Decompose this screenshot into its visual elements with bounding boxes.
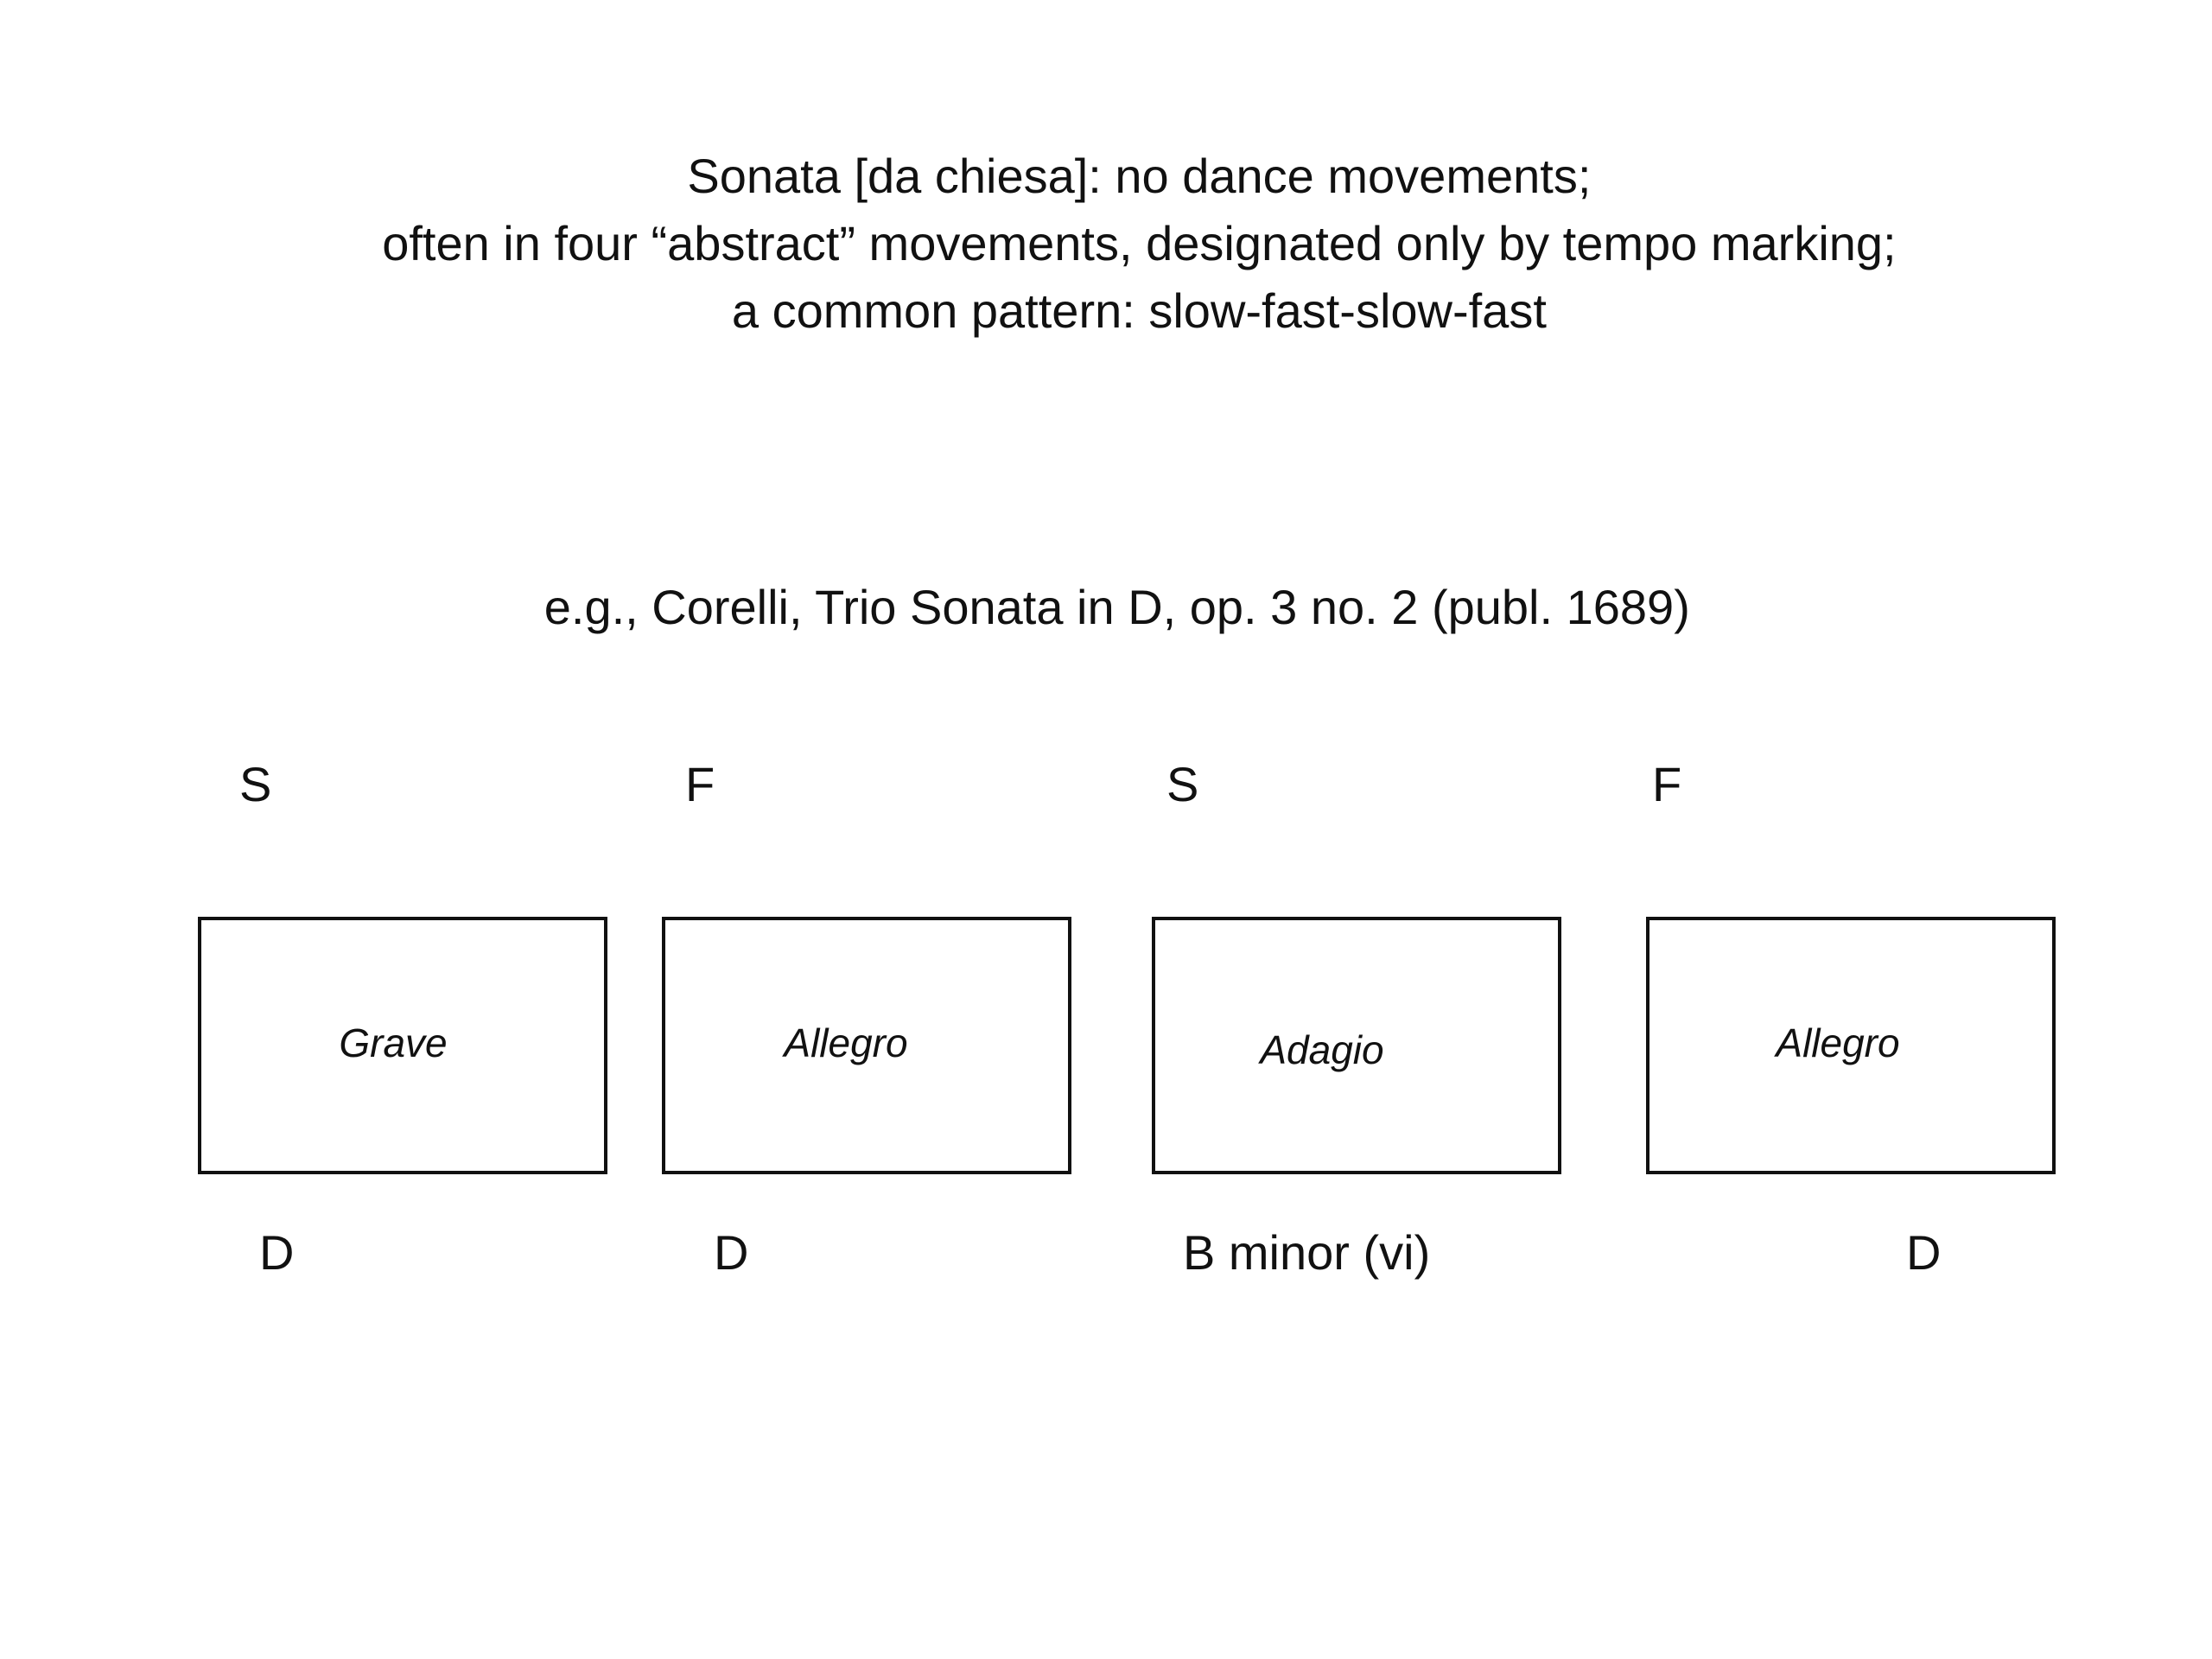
heading-line-1: Sonata [da chiesa]: no dance movements; bbox=[687, 149, 1592, 203]
slide-heading bbox=[33, 143, 2212, 345]
movement-box-1 bbox=[198, 917, 607, 1174]
key-label-1: D bbox=[259, 1225, 295, 1280]
key-label-2: D bbox=[714, 1225, 749, 1280]
tempo-letter-3: S bbox=[1166, 757, 1199, 811]
movement-box-4 bbox=[1646, 917, 2056, 1174]
movement-name-2: Allegro bbox=[784, 1020, 908, 1065]
movement-box-2 bbox=[662, 917, 1071, 1174]
tempo-letter-4: F bbox=[1652, 757, 1682, 811]
key-label-4: D bbox=[1906, 1225, 1942, 1280]
example-caption: e.g., Corelli, Trio Sonata in D, op. 3 no. 2 (publ. 1689) bbox=[543, 580, 1690, 634]
tempo-letter-2: F bbox=[685, 757, 715, 811]
movement-name-1: Grave bbox=[339, 1020, 448, 1065]
heading-line-3: a common pattern: slow-fast-slow-fast bbox=[731, 283, 1547, 338]
movement-box-3 bbox=[1152, 917, 1561, 1174]
movement-name-4: Allegro bbox=[1776, 1020, 1900, 1065]
heading-line-2: often in four “abstract” movements, designated only by tempo marking; bbox=[382, 216, 1897, 270]
key-label-3: B minor (vi) bbox=[1183, 1225, 1431, 1280]
tempo-letter-1: S bbox=[239, 757, 272, 811]
movement-name-3: Adagio bbox=[1260, 1027, 1384, 1072]
